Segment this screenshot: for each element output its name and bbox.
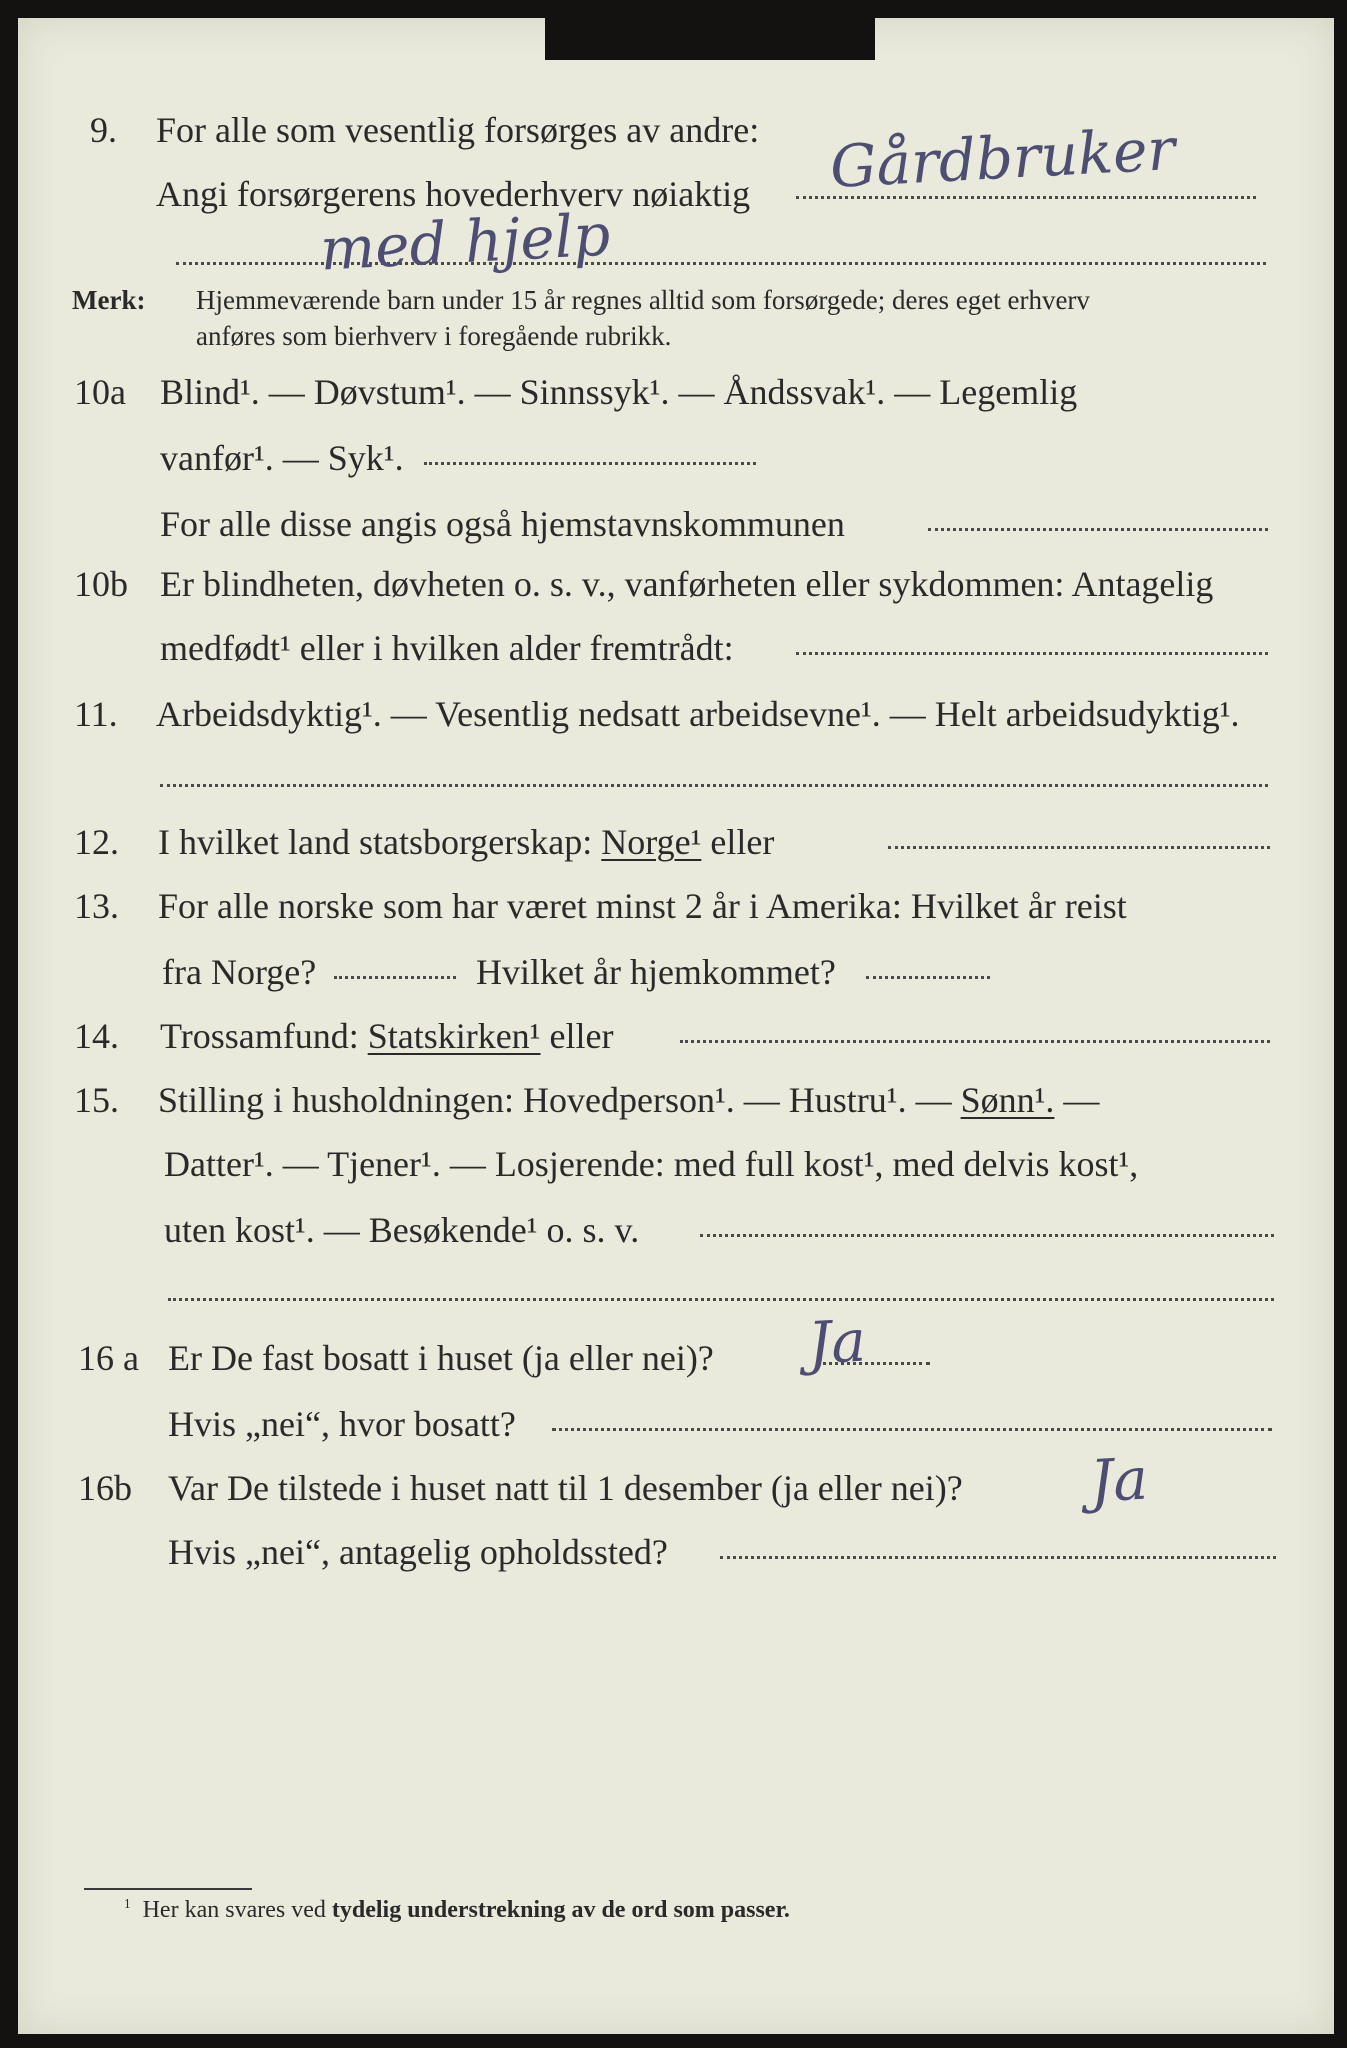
q12-option-norge[interactable]: Norge¹ [601, 822, 702, 862]
q13-line1: For alle norske som har været minst 2 år i Amerika: Hvilket år reist [158, 886, 1127, 926]
q16a-number: 16 a [78, 1338, 139, 1378]
q9-handwritten-answer2: med hjelp [318, 200, 612, 284]
q10b-answer-line[interactable] [796, 652, 1268, 655]
q16b-line2: Hvis „nei“, antagelig opholdssted? [168, 1532, 668, 1572]
q15-number: 15. [74, 1080, 119, 1120]
q16a-where-line[interactable] [552, 1428, 1272, 1431]
footnote-mark: 1 [124, 1896, 131, 1911]
q13-line2b: Hvilket år hjemkommet? [476, 952, 836, 992]
q11-line1: Arbeidsdyktig¹. — Vesentlig nedsatt arbeidsevne¹. — Helt arbeidsudyktig¹. [156, 694, 1240, 734]
q16a-line2: Hvis „nei“, hvor bosatt? [168, 1404, 516, 1444]
q16b-line1: Var De tilstede i huset natt til 1 desember (ja eller nei)? [168, 1468, 963, 1508]
q15-line1-start: Stilling i husholdningen: Hovedperson¹. — Hustru¹. — [158, 1080, 952, 1120]
q9-line2: Angi forsørgerens hovederhverv nøiaktig [156, 174, 751, 214]
merk-text-line2: anføres som bierhverv i foregående rubrikk. [196, 321, 672, 351]
q14-answer-line[interactable] [680, 1040, 1270, 1043]
q15-line1-end: — [1063, 1080, 1100, 1120]
q10a-answer-line[interactable] [424, 462, 756, 465]
q16a-handwritten-answer: Ja [806, 1306, 868, 1378]
footnote-text: Her kan svares ved [142, 1897, 326, 1923]
q11-answer-line[interactable] [160, 784, 1268, 787]
q9-line1: For alle som vesentlig forsørges av andre: [156, 110, 760, 150]
q15-answer-line[interactable] [700, 1234, 1274, 1237]
footnote-bold: tydelig understrekning av de ord som passer. [331, 1897, 790, 1923]
q14-suffix: eller [549, 1016, 614, 1056]
q14-option-statskirken[interactable]: Statskirken¹ [367, 1016, 541, 1056]
q15-option-sonn[interactable]: Sønn¹. [960, 1080, 1055, 1120]
q13-year-left-line[interactable] [334, 976, 456, 979]
q13-year-returned-line[interactable] [866, 976, 990, 979]
q10a-line2: vanfør¹. — Syk¹. [160, 438, 404, 478]
q10a-line3: For alle disse angis også hjemstavnskommunen [160, 504, 845, 544]
q15-line2: Datter¹. — Tjener¹. — Losjerende: med full kost¹, med delvis kost¹, [164, 1144, 1139, 1184]
q9-number: 9. [90, 110, 117, 150]
footnote-rule [84, 1888, 252, 1890]
q16b-where-line[interactable] [720, 1556, 1276, 1559]
q10a-municipality-line[interactable] [928, 528, 1268, 531]
q16a-line1: Er De fast bosatt i huset (ja eller nei)? [168, 1338, 714, 1378]
q13-number: 13. [74, 886, 119, 926]
footnote [124, 1896, 790, 1924]
q12-number: 12. [74, 822, 119, 862]
q16b-number: 16b [78, 1468, 132, 1508]
q12-suffix: eller [710, 822, 775, 862]
q15-line1 [158, 1078, 1099, 1122]
q15-answer-line2[interactable] [168, 1298, 1274, 1301]
q10b-line1: Er blindheten, døvheten o. s. v., vanførheten eller sykdommen: Antagelig [160, 564, 1214, 604]
q10a-number: 10a [74, 372, 126, 412]
binding-tab [545, 18, 875, 60]
q10b-number: 10b [74, 564, 128, 604]
q12-answer-line[interactable] [888, 846, 1270, 849]
q14-number: 14. [74, 1016, 119, 1056]
merk-label: Merk: [72, 285, 146, 315]
q12-prefix: I hvilket land statsborgerskap: [158, 822, 593, 862]
q12-line [158, 820, 774, 864]
q14-prefix: Trossamfund: [160, 1016, 359, 1056]
q10a-line1: Blind¹. — Døvstum¹. — Sinnssyk¹. — Åndssvak¹. — Legemlig [160, 372, 1078, 412]
q10b-line2: medfødt¹ eller i hvilken alder fremtrådt: [160, 628, 734, 668]
q14-line [160, 1014, 613, 1058]
q9-handwritten-answer1: Gårdbruker [828, 115, 1177, 201]
q11-number: 11. [74, 694, 118, 734]
q15-line3: uten kost¹. — Besøkende¹ o. s. v. [164, 1210, 640, 1250]
merk-text-line1: Hjemmeværende barn under 15 år regnes alltid som forsørgede; deres eget erhverv [196, 285, 1090, 315]
q13-line2a: fra Norge? [162, 952, 317, 992]
q16b-handwritten-answer: Ja [1088, 1444, 1150, 1516]
